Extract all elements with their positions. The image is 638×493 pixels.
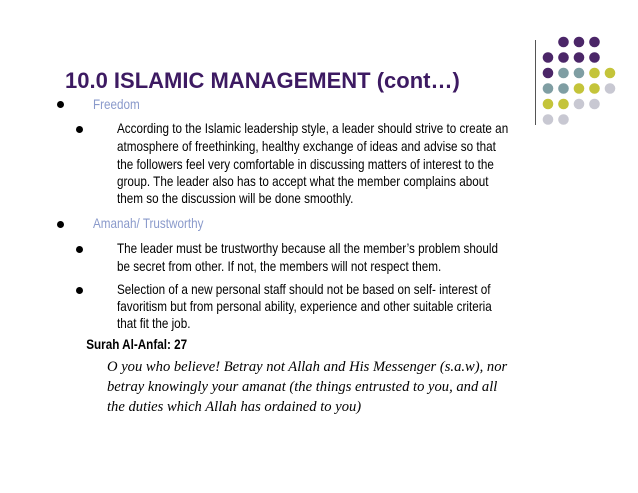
decorative-dot bbox=[574, 37, 585, 48]
bullet-dot bbox=[76, 287, 83, 294]
decorative-dot bbox=[558, 114, 569, 125]
decorative-dot bbox=[558, 37, 569, 48]
freedom-item-line: them so the discussion will be done smoothly. bbox=[117, 191, 354, 206]
dot-grid-decoration bbox=[541, 36, 637, 126]
decorative-dot bbox=[543, 114, 554, 125]
decorative-dot bbox=[558, 99, 569, 110]
freedom-item-line: According to the Islamic leadership style, a leader should strive to create an bbox=[117, 121, 509, 136]
decorative-dot bbox=[543, 83, 554, 94]
decorative-dot bbox=[589, 37, 600, 48]
decorative-dot bbox=[574, 83, 585, 94]
surah-reference: Surah Al-Anfal: 27 bbox=[86, 337, 188, 352]
decorative-dot bbox=[574, 99, 585, 110]
amanah-item-line: favoritism but from personal ability, experience and other suitable criteria bbox=[117, 299, 492, 314]
amanah-item-line: that fit the job. bbox=[117, 316, 191, 331]
decorative-dot bbox=[605, 68, 616, 79]
freedom-item-line: atmosphere of freethinking, healthy exchange of ideas and advise so that bbox=[117, 139, 496, 154]
amanah-item-line: be secret from other. If not, the members will not respect them. bbox=[117, 259, 442, 274]
decorative-dot bbox=[543, 99, 554, 110]
decorative-dot bbox=[574, 68, 585, 79]
decorative-dot bbox=[558, 68, 569, 79]
slide-title: 10.0 ISLAMIC MANAGEMENT (cont…) bbox=[65, 68, 460, 93]
freedom-item-line: group. The leader also has to accept what the member complains about bbox=[117, 174, 489, 189]
decorative-dot bbox=[589, 83, 600, 94]
bullet-dot bbox=[57, 221, 64, 228]
bullet-dot bbox=[76, 126, 83, 133]
decorative-dot bbox=[589, 52, 600, 63]
freedom-item-line: the followers feel very comfortable in discussing matters of interest to the bbox=[117, 157, 494, 172]
decorative-dot bbox=[558, 83, 569, 94]
verse-line: O you who believe! Betray not Allah and His Messenger (s.a.w), nor bbox=[107, 359, 508, 375]
section-heading-freedom: Freedom bbox=[93, 97, 140, 112]
decorative-dot bbox=[605, 83, 616, 94]
verse-line: betray knowingly your amanat (the things entrusted to you, and all bbox=[107, 379, 498, 395]
amanah-item-line: Selection of a new personal staff should not be based on self- interest of bbox=[117, 282, 491, 297]
section-heading-amanah: Amanah/ Trustworthy bbox=[93, 216, 204, 231]
decorative-dot bbox=[558, 52, 569, 63]
verse-line: the duties which Allah has ordained to you) bbox=[107, 399, 362, 415]
decorative-dot bbox=[543, 52, 554, 63]
amanah-item-line: The leader must be trustworthy because all the member’s problem should bbox=[117, 241, 499, 256]
decorative-dot bbox=[543, 68, 554, 79]
bullet-dot bbox=[76, 246, 83, 253]
decorative-dot bbox=[589, 68, 600, 79]
divider-line bbox=[535, 40, 536, 125]
decorative-dot bbox=[589, 99, 600, 110]
bullet-dot bbox=[57, 101, 64, 108]
decorative-dot bbox=[574, 52, 585, 63]
